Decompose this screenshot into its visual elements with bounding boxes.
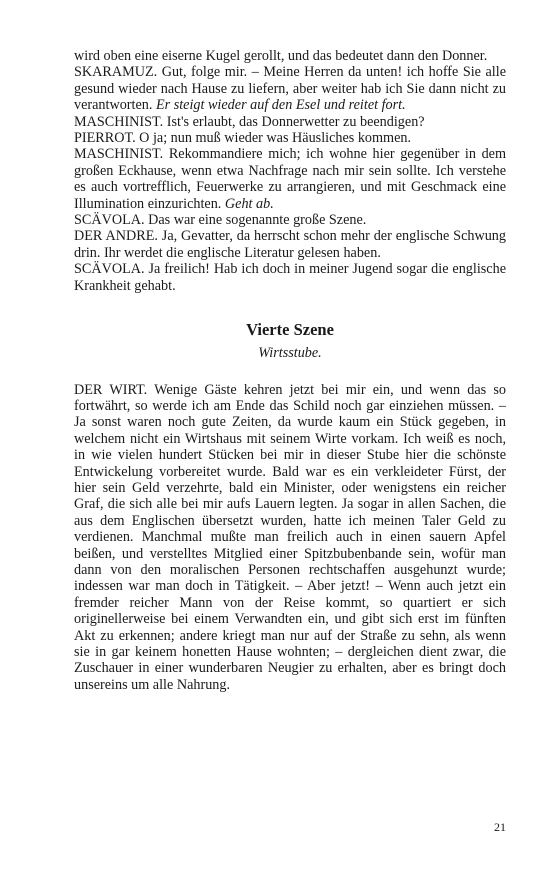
stage-direction: Er steigt wieder auf den Esel und reitet fort. bbox=[155, 97, 406, 114]
scene-setting: Wirtsstube. bbox=[258, 345, 322, 362]
page-number: 21 bbox=[494, 820, 506, 834]
dialogue-line bbox=[74, 114, 506, 130]
line-text: MASCHINIST. Ist's erlaubt, das Donnerwetter zu beendigen? bbox=[74, 113, 425, 130]
dialogue-line bbox=[74, 261, 506, 294]
line-text: SCÄVOLA. Das war eine sogenannte große Szene. bbox=[74, 212, 367, 229]
scene-title: Vierte Szene bbox=[246, 320, 334, 340]
dialogue-line bbox=[74, 48, 506, 64]
line-text: SCÄVOLA. Ja freilich! Hab ich doch in meiner Jugend sogar die englische Krankheit gehabt. bbox=[74, 261, 506, 294]
dialogue-line bbox=[74, 130, 506, 146]
line-text: MASCHINIST. Rekommandiere mich; ich wohne hier gegenüber in dem großen Eckhause, wenn etwa Nachfrage nach mir sein sollte. Ich verstehe es auch vortrefflich, Feuerwerke zu arrangieren, und mit Geschmack eine Illumination einzurichten. bbox=[74, 146, 506, 212]
page-content bbox=[74, 48, 506, 693]
line-text: wird oben eine eiserne Kugel gerollt, und das bedeutet dann den Donner. bbox=[74, 48, 488, 64]
line-text: PIERROT. O ja; nun muß wieder was Häusliches kommen. bbox=[74, 130, 412, 147]
dialogue-block bbox=[74, 48, 506, 294]
line-text: DER ANDRE. Ja, Gevatter, da herrscht schon mehr der englische Schwung drin. Ihr werdet die englische Literatur gelesen haben. bbox=[74, 228, 506, 261]
monologue-paragraph: DER WIRT. Wenige Gäste kehren jetzt bei mir ein, und wenn das so fortwährt, so werde ich am Ende das Schild noch gar einziehen müssen. – Ja sonst waren noch gute Zeiten, da wurde kaum ein Stück gegeben, in welchem nicht ein Wirtshaus mit seinem Wirte vorkam. Ich weiß es noch, in wie vielen hundert Stücken bei mir in dieser Stube hier die schönste Entwickelung vorbereitet wurde. Bald war es ein verkleideter Fürst, der hier sein Geld verzehrte, bald ein Minister, oder wenigstens ein reicher Graf, die sich alle bei mir aufs Lauern legten. Ja sogar in allen Sachen, die aus dem Englischen übersetzt wurden, hatte ich meinen Taler Geld zu verdienen. Manchmal mußte man freilich auch in einen sauern Apfel beißen, und verstelltes Mitglied einer Spitzbubenbande sein, wofür man dann von den moralischen Personen rechtschaffen ausgehunzt wurde; indessen war man doch in Tätigkeit. – Aber jetzt! – Wenn auch jetzt ein fremder reicher Mann von der Reise kommt, so quartiert er sich originellerweise bei einem Verwandten ein, und gibt sich erst im fünften Akt zu erkennen; andere kriegt man nur auf der Straße zu sehn, als wenn sie in gar keinem honetten Hause wohnten; – dergleichen dient zwar, die Zuschauer in einer wunderbaren Neugier zu erhalten, aber es bringt doch unsereins um alle Nahrung. bbox=[74, 381, 506, 693]
dialogue-line bbox=[74, 64, 506, 113]
line-text: SKARAMUZ. Gut, folge mir. – Meine Herren da unten! ich hoffe Sie alle gesund wieder nach Hause zu liefern, aber weiter hab ich Sie dann nicht zu verantworten. bbox=[74, 64, 506, 114]
dialogue-line bbox=[74, 212, 506, 228]
dialogue-line bbox=[74, 146, 506, 212]
scene-body bbox=[74, 382, 506, 694]
dialogue-line bbox=[74, 228, 506, 261]
stage-direction: Geht ab. bbox=[224, 195, 274, 212]
